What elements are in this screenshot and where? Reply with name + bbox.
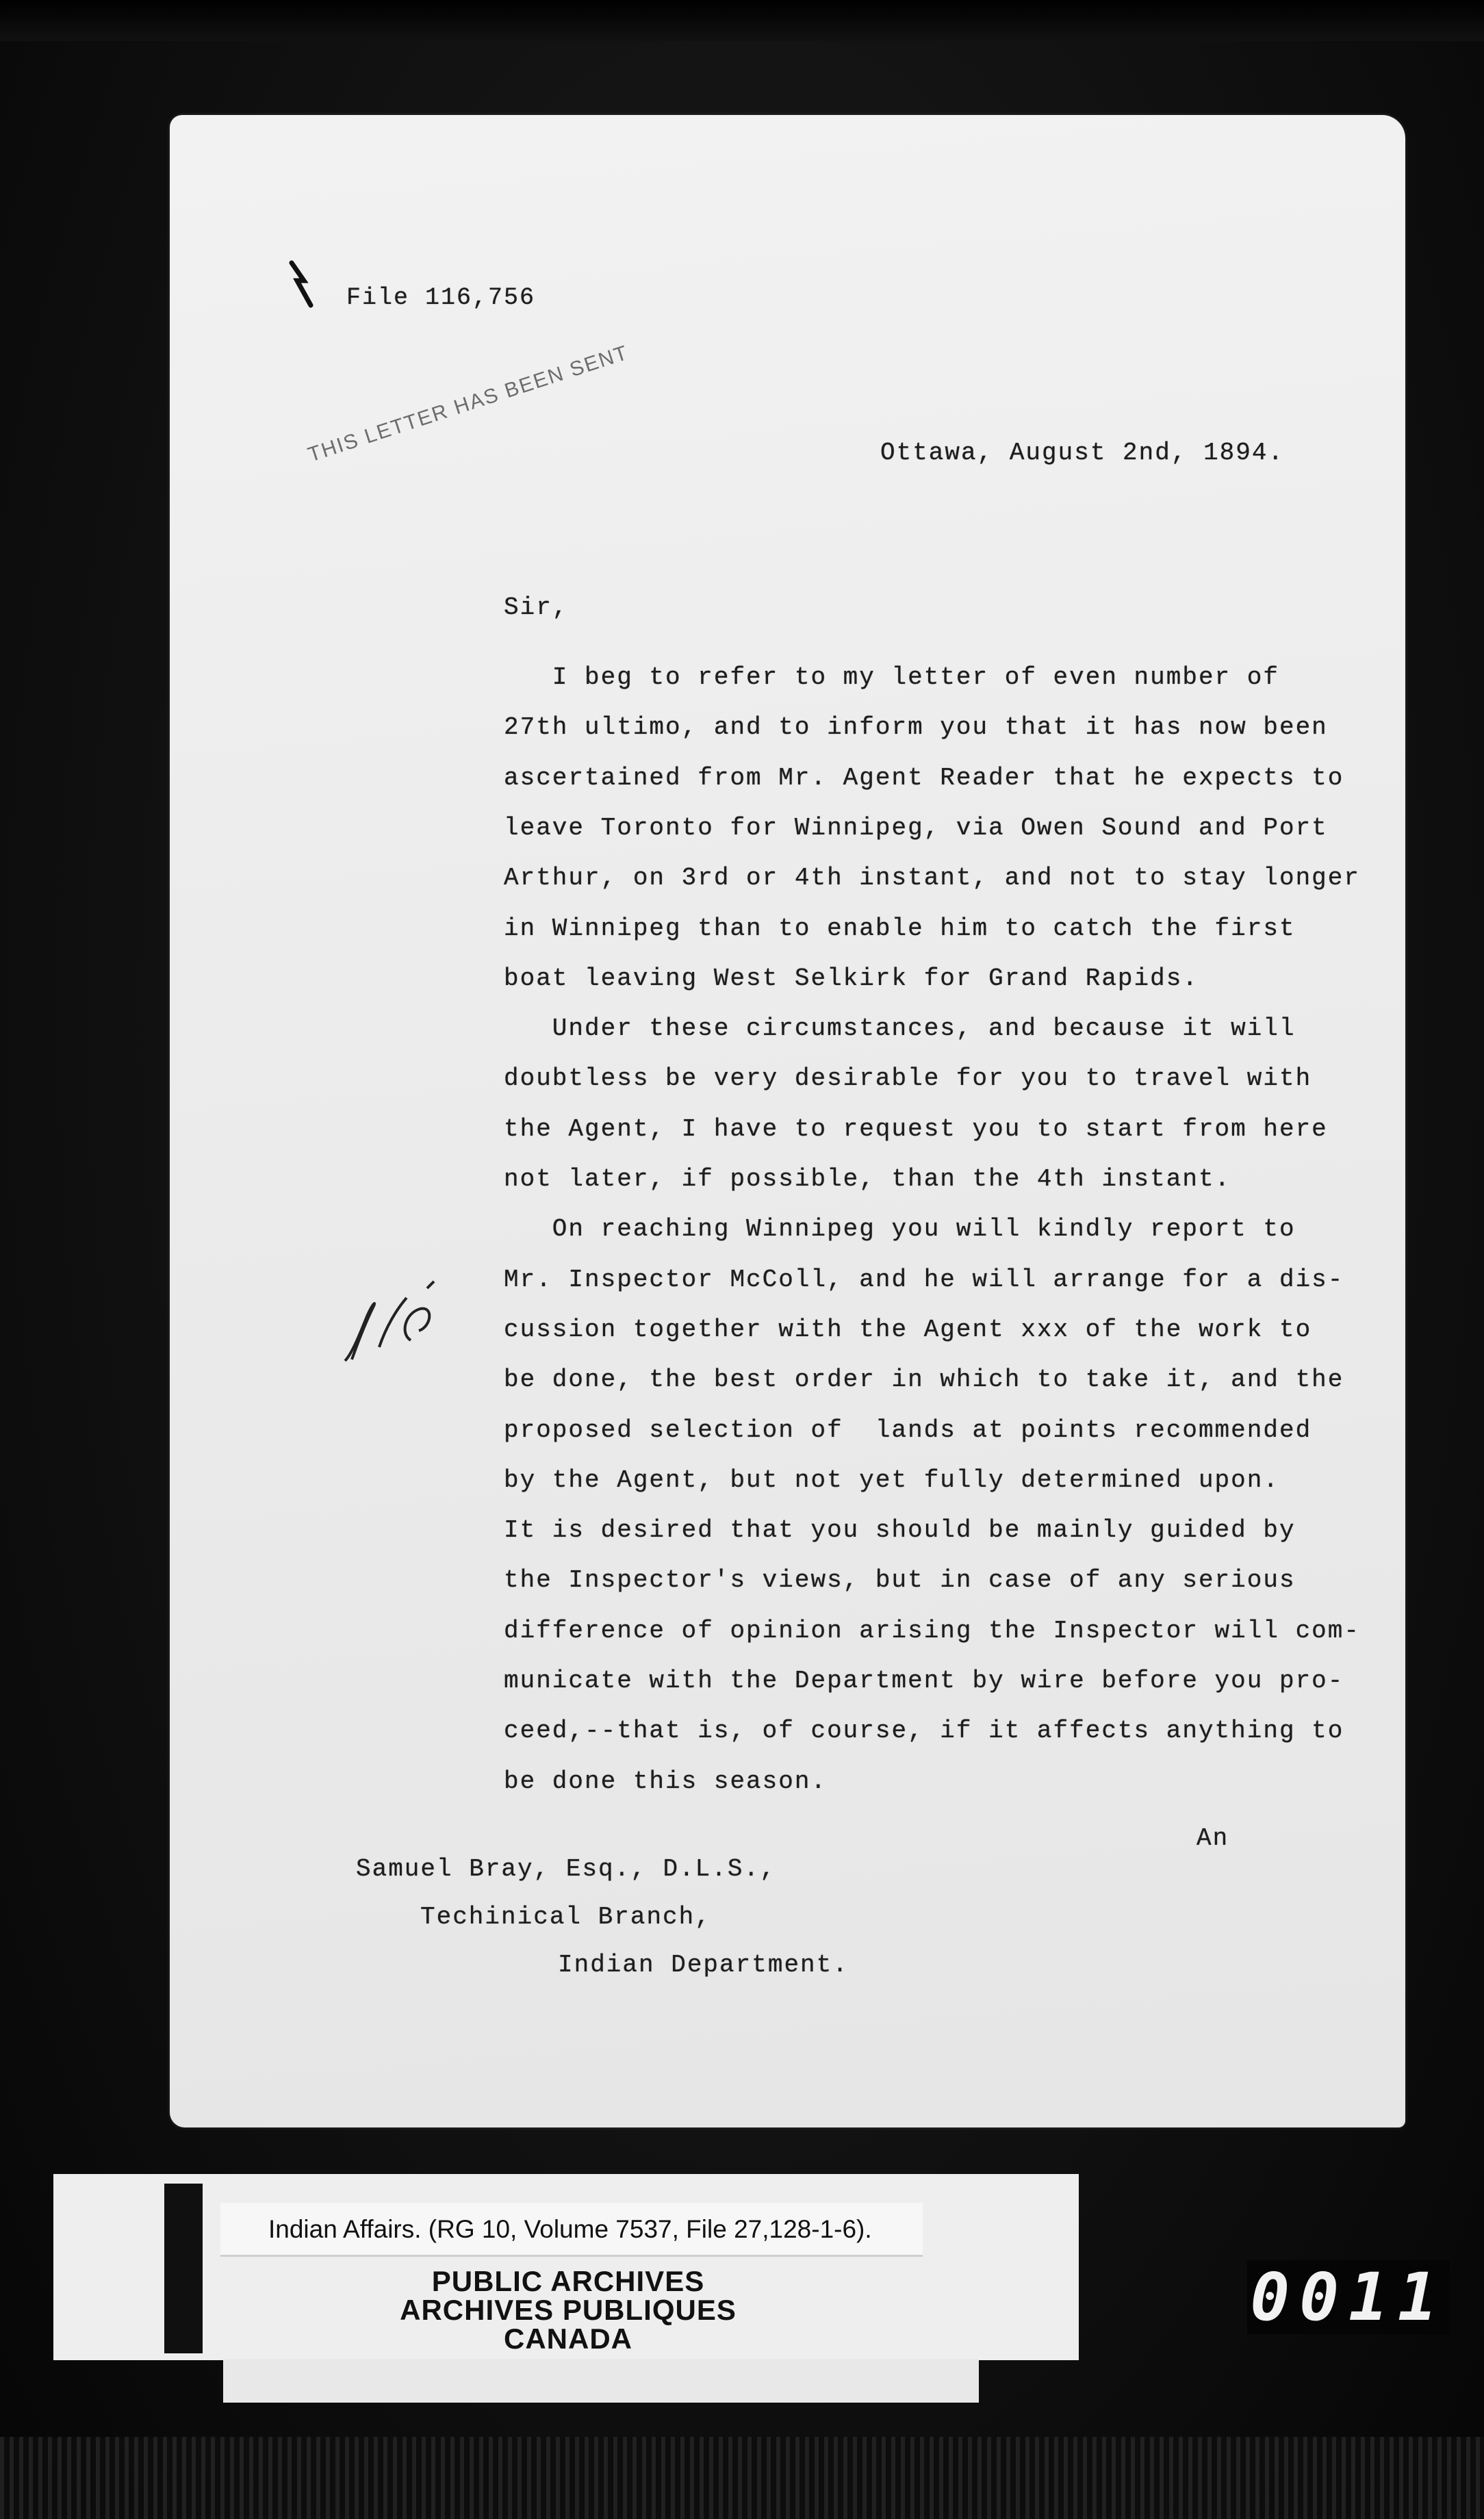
body-line: proposed selection of lands at points recommended xyxy=(504,1416,1312,1444)
archives-name-french: ARCHIVES PUBLIQUES xyxy=(400,2294,737,2326)
body-line: difference of opinion arising the Inspector will com- xyxy=(504,1617,1360,1645)
recipient-name: Samuel Bray, Esq., D.L.S., xyxy=(356,1855,776,1883)
film-top-edge xyxy=(0,0,1484,41)
body-line: leave Toronto for Winnipeg, via Owen Sound and Port xyxy=(504,814,1328,842)
body-line: the Inspector's views, but in case of any serious xyxy=(504,1566,1296,1594)
archive-label-shadow xyxy=(164,2184,203,2353)
salutation: Sir, xyxy=(504,593,569,622)
archive-lower-strip xyxy=(223,2359,979,2403)
letter-date: Ottawa, August 2nd, 1894. xyxy=(880,439,1285,467)
body-line: municate with the Department by wire before you pro- xyxy=(504,1667,1344,1695)
body-line: Under these circumstances, and because it will xyxy=(504,1014,1296,1043)
body-line: boat leaving West Selkirk for Grand Rapids. xyxy=(504,964,1199,993)
body-line: not later, if possible, than the 4th instant. xyxy=(504,1165,1231,1193)
body-line: the Agent, I have to request you to start from here xyxy=(504,1115,1328,1143)
body-line: ascertained from Mr. Agent Reader that he expects to xyxy=(504,764,1344,792)
body-line: Arthur, on 3rd or 4th instant, and not to stay longer xyxy=(504,864,1360,892)
frame-number: 0011 xyxy=(1247,2260,1450,2334)
body-line: by the Agent, but not yet fully determined upon. xyxy=(504,1466,1279,1494)
sent-stamp: THIS LETTER HAS BEEN SENT xyxy=(305,341,632,467)
body-line: ceed,--that is, of course, if it affects anything to xyxy=(504,1717,1344,1745)
archives-name-english: PUBLIC ARCHIVES xyxy=(431,2265,705,2297)
body-line: be done this season. xyxy=(504,1767,828,1795)
body-line: cussion together with the Agent xxx of the work to xyxy=(504,1316,1312,1344)
body-line: I beg to refer to my letter of even number of xyxy=(504,663,1279,691)
body-line: It is desired that you should be mainly guided by xyxy=(504,1516,1296,1544)
continuation-word: An xyxy=(1197,1824,1229,1852)
body-line: doubtless be very desirable for you to travel with xyxy=(504,1064,1312,1092)
file-number: File 116,756 xyxy=(346,284,536,311)
body-line: Mr. Inspector McColl, and he will arrange for a dis- xyxy=(504,1266,1344,1294)
recipient-branch: Techinical Branch, xyxy=(420,1903,711,1931)
handwritten-initials xyxy=(331,1279,448,1368)
body-line: 27th ultimo, and to inform you that it has now been xyxy=(504,713,1328,741)
archive-citation: Indian Affairs. (RG 10, Volume 7537, File 27,128-1-6). xyxy=(268,2215,872,2243)
body-line: On reaching Winnipeg you will kindly report to xyxy=(504,1215,1296,1243)
archives-country: CANADA xyxy=(504,2323,632,2355)
pen-tick-mark xyxy=(287,260,315,308)
body-line: be done, the best order in which to take it, and the xyxy=(504,1366,1344,1394)
film-bottom-edge xyxy=(0,2437,1484,2519)
recipient-department: Indian Department. xyxy=(558,1951,849,1979)
body-line: in Winnipeg than to enable him to catch the first xyxy=(504,915,1296,943)
